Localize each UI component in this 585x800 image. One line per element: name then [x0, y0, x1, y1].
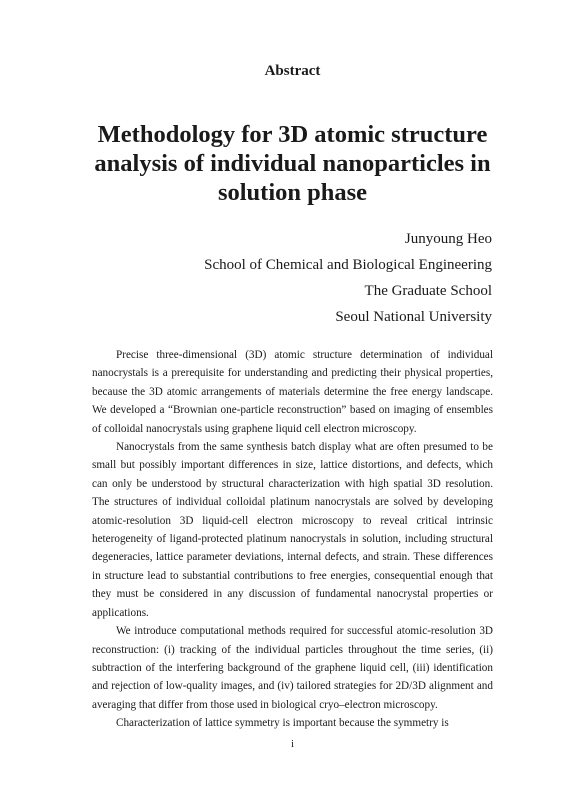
university-name: Seoul National University	[335, 309, 492, 325]
title-line: Methodology for 3D atomic structure	[97, 121, 488, 148]
thesis-title	[50, 120, 535, 207]
abstract-paragraph: We introduce computational methods required for successful atomic-resolution 3D reconstruction: (i) tracking of the individual particles throughout the time series, (ii) subtraction of the interfering background of the graphene liquid cell, (iii) identification and rejection of low-quality images, and (iv) tailored strategies for 2D/3D alignment and averaging that differ from those used in biological cryo–electron microscopy.	[92, 625, 493, 711]
department-name: School of Chemical and Biological Engineering	[204, 257, 492, 273]
abstract-paragraph: Precise three-dimensional (3D) atomic structure determination of individual nanocrystals is a prerequisite for understanding and predicting their physical properties, because the 3D atomic arrangements of materials determine the free energy landscape. We developed a “Brownian one-particle reconstruction” based on imaging of ensembles of colloidal nanocrystals using graphene liquid cell electron microscopy.	[92, 349, 493, 435]
abstract-heading: Abstract	[264, 63, 321, 79]
school-name: The Graduate School	[364, 283, 492, 299]
author-block	[204, 226, 492, 330]
title-line: solution phase	[217, 179, 368, 206]
abstract-paragraph: Characterization of lattice symmetry is important because the symmetry is	[116, 717, 449, 730]
abstract-body	[92, 346, 493, 733]
page-number: i	[290, 738, 295, 750]
title-line: analysis of individual nanoparticles in	[94, 150, 491, 177]
abstract-paragraph: Nanocrystals from the same synthesis batch display what are often presumed to be small but possibly important differences in size, lattice distortions, and defects, which can only be understood by structural characterization with high spatial 3D resolution. The structures of individual colloidal platinum nanocrystals are solved by developing atomic-resolution 3D liquid-cell electron microscopy to reveal critical intrinsic heterogeneity of ligand-protected platinum nanocrystals in solution, including structural degeneracies, lattice parameter deviations, internal defects, and strain. These differences in structure lead to substantial contributions to free energies, consequential enough that they must be considered in any discussion of fundamental nanocrystal properties or applications.	[92, 441, 493, 619]
author-name: Junyoung Heo	[404, 231, 492, 247]
